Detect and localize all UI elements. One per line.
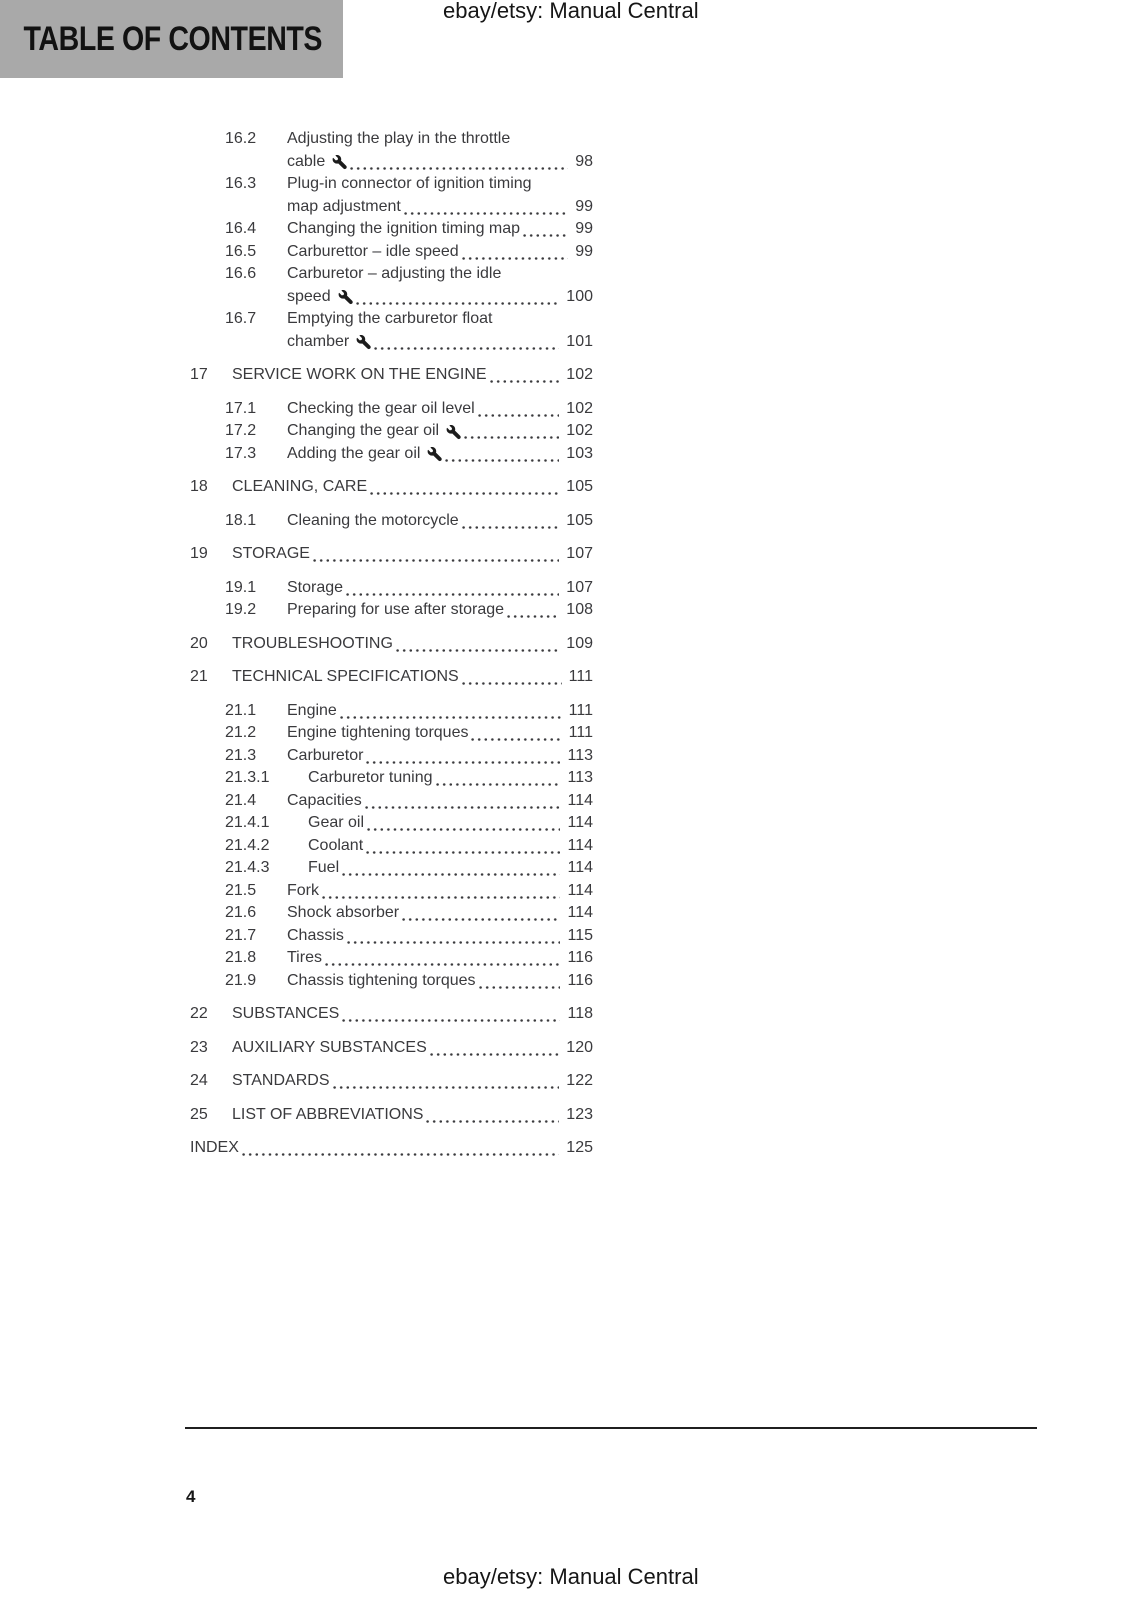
toc-entry-title: Chassis tightening torques xyxy=(287,971,476,989)
toc-entry-number: 24 xyxy=(190,1072,208,1089)
toc-entry-title: Emptying the carburetor float xyxy=(287,310,493,327)
toc-entry-body xyxy=(232,364,593,387)
toc-entry-body xyxy=(287,577,593,600)
toc-entry-line xyxy=(287,880,593,903)
toc-entry-line xyxy=(232,1104,593,1127)
toc-entry-page: 109 xyxy=(566,634,593,652)
dot-leader-icon xyxy=(426,1111,559,1126)
toc-entry-body xyxy=(190,1137,593,1160)
toc-entry-page: 122 xyxy=(566,1072,593,1089)
toc-entry xyxy=(185,700,593,723)
toc-entry xyxy=(185,1003,593,1026)
toc-entry-title: LIST OF ABBREVIATIONS xyxy=(232,1105,424,1123)
toc-entry-body xyxy=(232,476,593,499)
toc-list xyxy=(185,128,593,1171)
dot-leader-icon xyxy=(471,730,561,745)
toc-entry-body xyxy=(232,1070,593,1093)
toc-entry-line xyxy=(232,666,593,689)
toc-entry-title: chamber xyxy=(287,332,350,350)
toc-entry-number: 16.5 xyxy=(225,242,257,260)
dot-leader-icon xyxy=(313,551,559,566)
toc-entry-page: 111 xyxy=(568,724,593,741)
dot-leader-icon xyxy=(462,674,562,689)
toc-entry-title: Chassis xyxy=(287,926,344,944)
dot-leader-icon xyxy=(479,977,561,992)
toc-entry-body xyxy=(232,633,593,656)
toc-entry xyxy=(185,577,593,600)
toc-entry-number: 18 xyxy=(190,478,208,495)
toc-entry xyxy=(185,241,593,264)
toc-entry xyxy=(185,666,593,689)
toc-entry-page: 105 xyxy=(566,478,593,495)
toc-entry-title: Storage xyxy=(287,578,344,596)
toc-entry-number: 17.1 xyxy=(225,399,257,417)
toc-entry-line xyxy=(287,173,593,196)
toc-entry-title: Carburetor xyxy=(287,746,364,764)
toc-entry-body xyxy=(287,128,593,173)
toc-entry-line xyxy=(287,241,593,264)
toc-entry xyxy=(185,722,593,745)
toc-entry xyxy=(185,1037,593,1060)
toc-entry-page: 105 xyxy=(566,511,593,529)
toc-entry xyxy=(185,599,593,622)
page-number: 4 xyxy=(186,1487,196,1506)
toc-entry-line xyxy=(308,857,593,880)
toc-entry-title: STORAGE xyxy=(232,545,310,562)
toc-entry-title: Engine tightening torques xyxy=(287,724,469,741)
toc-entry-number: 21.4.3 xyxy=(225,859,270,876)
toc-entry-title: Adjusting the play in the throttle xyxy=(287,130,511,147)
toc-entry-line xyxy=(232,1070,593,1093)
toc-entry-number: 23 xyxy=(190,1038,208,1056)
toc-entry-body xyxy=(308,835,593,858)
toc-entry-number: 21.8 xyxy=(225,949,257,966)
toc-entry-body xyxy=(308,857,593,880)
toc-entry-page: 99 xyxy=(575,220,593,237)
dot-leader-icon xyxy=(367,820,560,835)
toc-entry-line xyxy=(190,1137,593,1160)
toc-entry-page: 98 xyxy=(575,152,593,170)
dot-leader-icon xyxy=(490,372,560,387)
toc-entry-title: speed xyxy=(287,287,331,305)
toc-entry-body xyxy=(287,880,593,903)
wrench-icon xyxy=(427,447,442,462)
toc-entry-page: 102 xyxy=(566,399,593,417)
toc-entry xyxy=(185,173,593,218)
toc-entry xyxy=(185,476,593,499)
dot-leader-icon xyxy=(342,1011,560,1026)
toc-entry-number: 16.4 xyxy=(225,220,257,237)
toc-entry xyxy=(185,128,593,173)
toc-entry-page: 99 xyxy=(575,197,593,215)
toc-entry-title: STANDARDS xyxy=(232,1072,330,1089)
toc-entry-body xyxy=(287,745,593,768)
toc-entry-body xyxy=(232,1037,593,1060)
toc-entry-title: INDEX xyxy=(190,1139,239,1156)
toc-entry-number: 19.1 xyxy=(225,578,257,596)
toc-entry xyxy=(185,1104,593,1127)
dot-leader-icon xyxy=(396,640,559,655)
dot-leader-icon xyxy=(350,158,568,173)
toc-entry-page: 108 xyxy=(566,601,593,618)
dot-leader-icon xyxy=(523,226,568,241)
dot-leader-icon xyxy=(374,338,559,353)
dot-leader-icon xyxy=(365,797,561,812)
toc-entry-number: 17 xyxy=(190,366,208,383)
toc-entry-number: 21 xyxy=(190,668,208,685)
dot-leader-icon xyxy=(478,405,560,420)
toc-entry-line xyxy=(308,767,593,790)
toc-entry-page: 114 xyxy=(567,814,593,831)
wrench-icon xyxy=(356,335,371,350)
toc-entry-line xyxy=(287,510,593,533)
toc-entry-body xyxy=(287,700,593,723)
toc-entry-number: 21.4 xyxy=(225,791,257,809)
dot-leader-icon xyxy=(402,910,560,925)
toc-entry-title: Fork xyxy=(287,881,319,899)
toc-entry-body xyxy=(287,790,593,813)
toc-entry xyxy=(185,745,593,768)
toc-entry-page: 114 xyxy=(567,859,593,876)
toc-entry xyxy=(185,767,593,790)
toc-entry-number: 16.2 xyxy=(225,130,257,147)
toc-entry-body xyxy=(287,218,593,241)
toc-entry-line xyxy=(287,308,593,331)
toc-entry-number: 21.3 xyxy=(225,746,257,764)
toc-entry-page: 118 xyxy=(567,1005,593,1022)
toc-entry-page: 114 xyxy=(567,836,593,854)
dot-leader-icon xyxy=(347,932,561,947)
toc-entry-title: Tires xyxy=(287,949,322,966)
toc-entry-number: 21.7 xyxy=(225,926,257,944)
dot-leader-icon xyxy=(340,707,562,722)
toc-entry-title: TROUBLESHOOTING xyxy=(232,634,393,652)
dot-leader-icon xyxy=(464,428,559,443)
toc-entry-title: TECHNICAL SPECIFICATIONS xyxy=(232,668,459,685)
toc-entry-number: 16.6 xyxy=(225,265,257,282)
toc-entry-line xyxy=(232,543,593,566)
toc-entry-body xyxy=(287,510,593,533)
toc-entry-page: 114 xyxy=(567,881,593,899)
toc-entry-page: 102 xyxy=(566,366,593,383)
bottom-watermark-title: ebay/etsy: Manual Central xyxy=(443,1564,699,1589)
toc-entry-line xyxy=(287,722,593,745)
toc-entry-page: 114 xyxy=(567,904,593,921)
toc-entry-body xyxy=(287,308,593,353)
dot-leader-icon xyxy=(436,775,561,790)
toc-entry-title: Changing the gear oil xyxy=(287,422,440,439)
toc-entry-number: 21.1 xyxy=(225,701,257,719)
toc-entry-number: 19 xyxy=(190,545,208,562)
toc-entry-title: AUXILIARY SUBSTANCES xyxy=(232,1038,427,1056)
toc-entry-line xyxy=(287,790,593,813)
toc-entry-number: 16.7 xyxy=(225,310,257,327)
toc-entry-line xyxy=(232,476,593,499)
toc-entry-body xyxy=(287,263,593,308)
toc-entry-body xyxy=(287,241,593,264)
toc-entry-page: 114 xyxy=(567,791,593,809)
toc-entry-title: Engine xyxy=(287,701,337,719)
toc-entry-number: 21.2 xyxy=(225,724,257,741)
toc-entry-line xyxy=(232,1037,593,1060)
dot-leader-icon xyxy=(356,293,560,308)
dot-leader-icon xyxy=(325,955,561,970)
toc-entry-page: 100 xyxy=(566,287,593,305)
toc-entry-line xyxy=(308,835,593,858)
toc-entry xyxy=(185,263,593,308)
toc-entry xyxy=(185,835,593,858)
toc-entry-line xyxy=(287,196,593,219)
toc-entry-page: 113 xyxy=(567,746,593,764)
dot-leader-icon xyxy=(346,584,559,599)
toc-entry-line xyxy=(287,218,593,241)
toc-entry-body xyxy=(308,812,593,835)
dot-leader-icon xyxy=(430,1044,560,1059)
toc-entry-line xyxy=(287,599,593,622)
toc-entry-page: 113 xyxy=(567,769,593,786)
toc-entry xyxy=(185,308,593,353)
toc-entry-page: 116 xyxy=(567,949,593,966)
wrench-icon xyxy=(338,290,353,305)
toc-entry-body xyxy=(308,767,593,790)
toc-entry xyxy=(185,543,593,566)
toc-entry-number: 25 xyxy=(190,1105,208,1123)
footer-rule xyxy=(185,1427,1037,1429)
toc-entry-page: 101 xyxy=(566,332,593,350)
toc-entry-title: Capacities xyxy=(287,791,362,809)
toc-entry-line xyxy=(308,812,593,835)
toc-entry-page: 107 xyxy=(566,545,593,562)
table-of-contents-title: TABLE OF CONTENTS xyxy=(23,19,323,58)
toc-entry-body xyxy=(287,398,593,421)
toc-entry-page: 102 xyxy=(566,422,593,439)
dot-leader-icon xyxy=(370,484,559,499)
dot-leader-icon xyxy=(342,865,560,880)
toc-entry xyxy=(185,880,593,903)
toc-entry-line xyxy=(287,263,593,286)
toc-entry-line xyxy=(287,700,593,723)
toc-entry-title: cable xyxy=(287,152,326,170)
toc-entry-number: 21.3.1 xyxy=(225,769,270,786)
toc-entry xyxy=(185,857,593,880)
toc-entry-body xyxy=(287,420,593,443)
toc-entry-line xyxy=(287,331,593,354)
toc-entry-line xyxy=(287,420,593,443)
toc-entry-page: 120 xyxy=(566,1038,593,1056)
toc-entry-line xyxy=(287,925,593,948)
wrench-icon xyxy=(446,425,461,440)
toc-entry-title: Shock absorber xyxy=(287,904,400,921)
toc-entry-title: Plug-in connector of ignition timing xyxy=(287,175,532,192)
toc-entry-line xyxy=(232,633,593,656)
toc-entry-line xyxy=(287,128,593,151)
toc-entry-title: Preparing for use after storage xyxy=(287,601,505,618)
toc-entry-body xyxy=(232,1104,593,1127)
toc-entry-body xyxy=(287,599,593,622)
toc-entry-line xyxy=(287,745,593,768)
toc-entry xyxy=(185,925,593,948)
toc-entry-number: 21.5 xyxy=(225,881,257,899)
toc-entry-page: 116 xyxy=(567,971,593,989)
toc-entry-number: 21.4.2 xyxy=(225,836,270,854)
dot-leader-icon xyxy=(445,450,559,465)
toc-entry-line xyxy=(287,286,593,309)
toc-entry xyxy=(185,398,593,421)
toc-entry-number: 21.9 xyxy=(225,971,257,989)
dot-leader-icon xyxy=(404,203,568,218)
toc-entry-number: 20 xyxy=(190,634,208,652)
toc-entry xyxy=(185,1137,593,1160)
toc-entry-body xyxy=(287,722,593,745)
toc-entry-line xyxy=(287,398,593,421)
toc-entry-title: Cleaning the motorcycle xyxy=(287,511,459,529)
toc-entry-title: Changing the ignition timing map xyxy=(287,220,521,237)
toc-entry xyxy=(185,902,593,925)
toc-entry-body xyxy=(287,970,593,993)
dot-leader-icon xyxy=(322,887,560,902)
toc-entry-title: SERVICE WORK ON THE ENGINE xyxy=(232,366,487,383)
toc-entry xyxy=(185,812,593,835)
toc-entry-title: Carburettor – idle speed xyxy=(287,242,459,260)
toc-entry xyxy=(185,218,593,241)
dot-leader-icon xyxy=(242,1145,559,1160)
top-watermark-title: ebay/etsy: Manual Central xyxy=(443,0,699,23)
toc-entry xyxy=(185,364,593,387)
toc-entry xyxy=(185,633,593,656)
toc-entry-line xyxy=(287,947,593,970)
toc-entry xyxy=(185,420,593,443)
dot-leader-icon xyxy=(366,842,560,857)
toc-entry xyxy=(185,443,593,466)
toc-entry xyxy=(185,970,593,993)
toc-entry-body xyxy=(232,543,593,566)
toc-entry-body xyxy=(287,173,593,218)
dot-leader-icon xyxy=(333,1078,560,1093)
toc-entry xyxy=(185,947,593,970)
toc-entry-number: 18.1 xyxy=(225,511,257,529)
toc-entry-title: Coolant xyxy=(308,836,364,854)
wrench-icon xyxy=(332,155,347,170)
dot-leader-icon xyxy=(462,517,560,532)
toc-entry-number: 22 xyxy=(190,1005,208,1022)
toc-entry-page: 107 xyxy=(566,578,593,596)
toc-entry-title: Carburetor – adjusting the idle xyxy=(287,265,502,282)
toc-entry-title: Adding the gear oil xyxy=(287,444,421,462)
toc-entry-title: Carburetor tuning xyxy=(308,769,433,786)
toc-entry-title: Gear oil xyxy=(308,814,365,831)
toc-entry-title: Checking the gear oil level xyxy=(287,399,475,417)
toc-entry-line xyxy=(287,443,593,466)
toc-entry-line xyxy=(287,902,593,925)
toc-entry-body xyxy=(287,443,593,466)
toc-entry-number: 21.6 xyxy=(225,904,257,921)
toc-entry-line xyxy=(232,1003,593,1026)
toc-entry-page: 111 xyxy=(568,701,593,719)
toc-entry-body xyxy=(232,1003,593,1026)
dot-leader-icon xyxy=(507,607,559,622)
toc-entry-number: 19.2 xyxy=(225,601,257,618)
toc-entry-title: map adjustment xyxy=(287,197,401,215)
toc-entry-body xyxy=(287,947,593,970)
toc-entry-line xyxy=(232,364,593,387)
toc-entry-body xyxy=(287,925,593,948)
toc-entry-number: 21.4.1 xyxy=(225,814,270,831)
toc-entry-page: 111 xyxy=(568,668,593,685)
toc-entry-title: Fuel xyxy=(308,859,340,876)
dot-leader-icon xyxy=(366,752,560,767)
toc-entry-page: 103 xyxy=(566,444,593,462)
toc-entry-title: SUBSTANCES xyxy=(232,1005,340,1022)
toc-entry xyxy=(185,510,593,533)
toc-entry-page: 99 xyxy=(575,242,593,260)
toc-entry-page: 115 xyxy=(567,926,593,944)
toc-entry-line xyxy=(287,151,593,174)
toc-entry-page: 125 xyxy=(566,1139,593,1156)
toc-entry-line xyxy=(287,970,593,993)
toc-entry-number: 17.3 xyxy=(225,444,257,462)
toc-entry-number: 16.3 xyxy=(225,175,257,192)
toc-entry xyxy=(185,1070,593,1093)
dot-leader-icon xyxy=(462,248,569,263)
toc-entry-page: 123 xyxy=(566,1105,593,1123)
toc-entry-title: CLEANING, CARE xyxy=(232,478,368,495)
toc-entry-number: 17.2 xyxy=(225,422,257,439)
toc-entry-line xyxy=(287,577,593,600)
toc-entry-body xyxy=(232,666,593,689)
table-of-contents-header-box xyxy=(0,0,343,78)
toc-entry xyxy=(185,790,593,813)
toc-entry-body xyxy=(287,902,593,925)
